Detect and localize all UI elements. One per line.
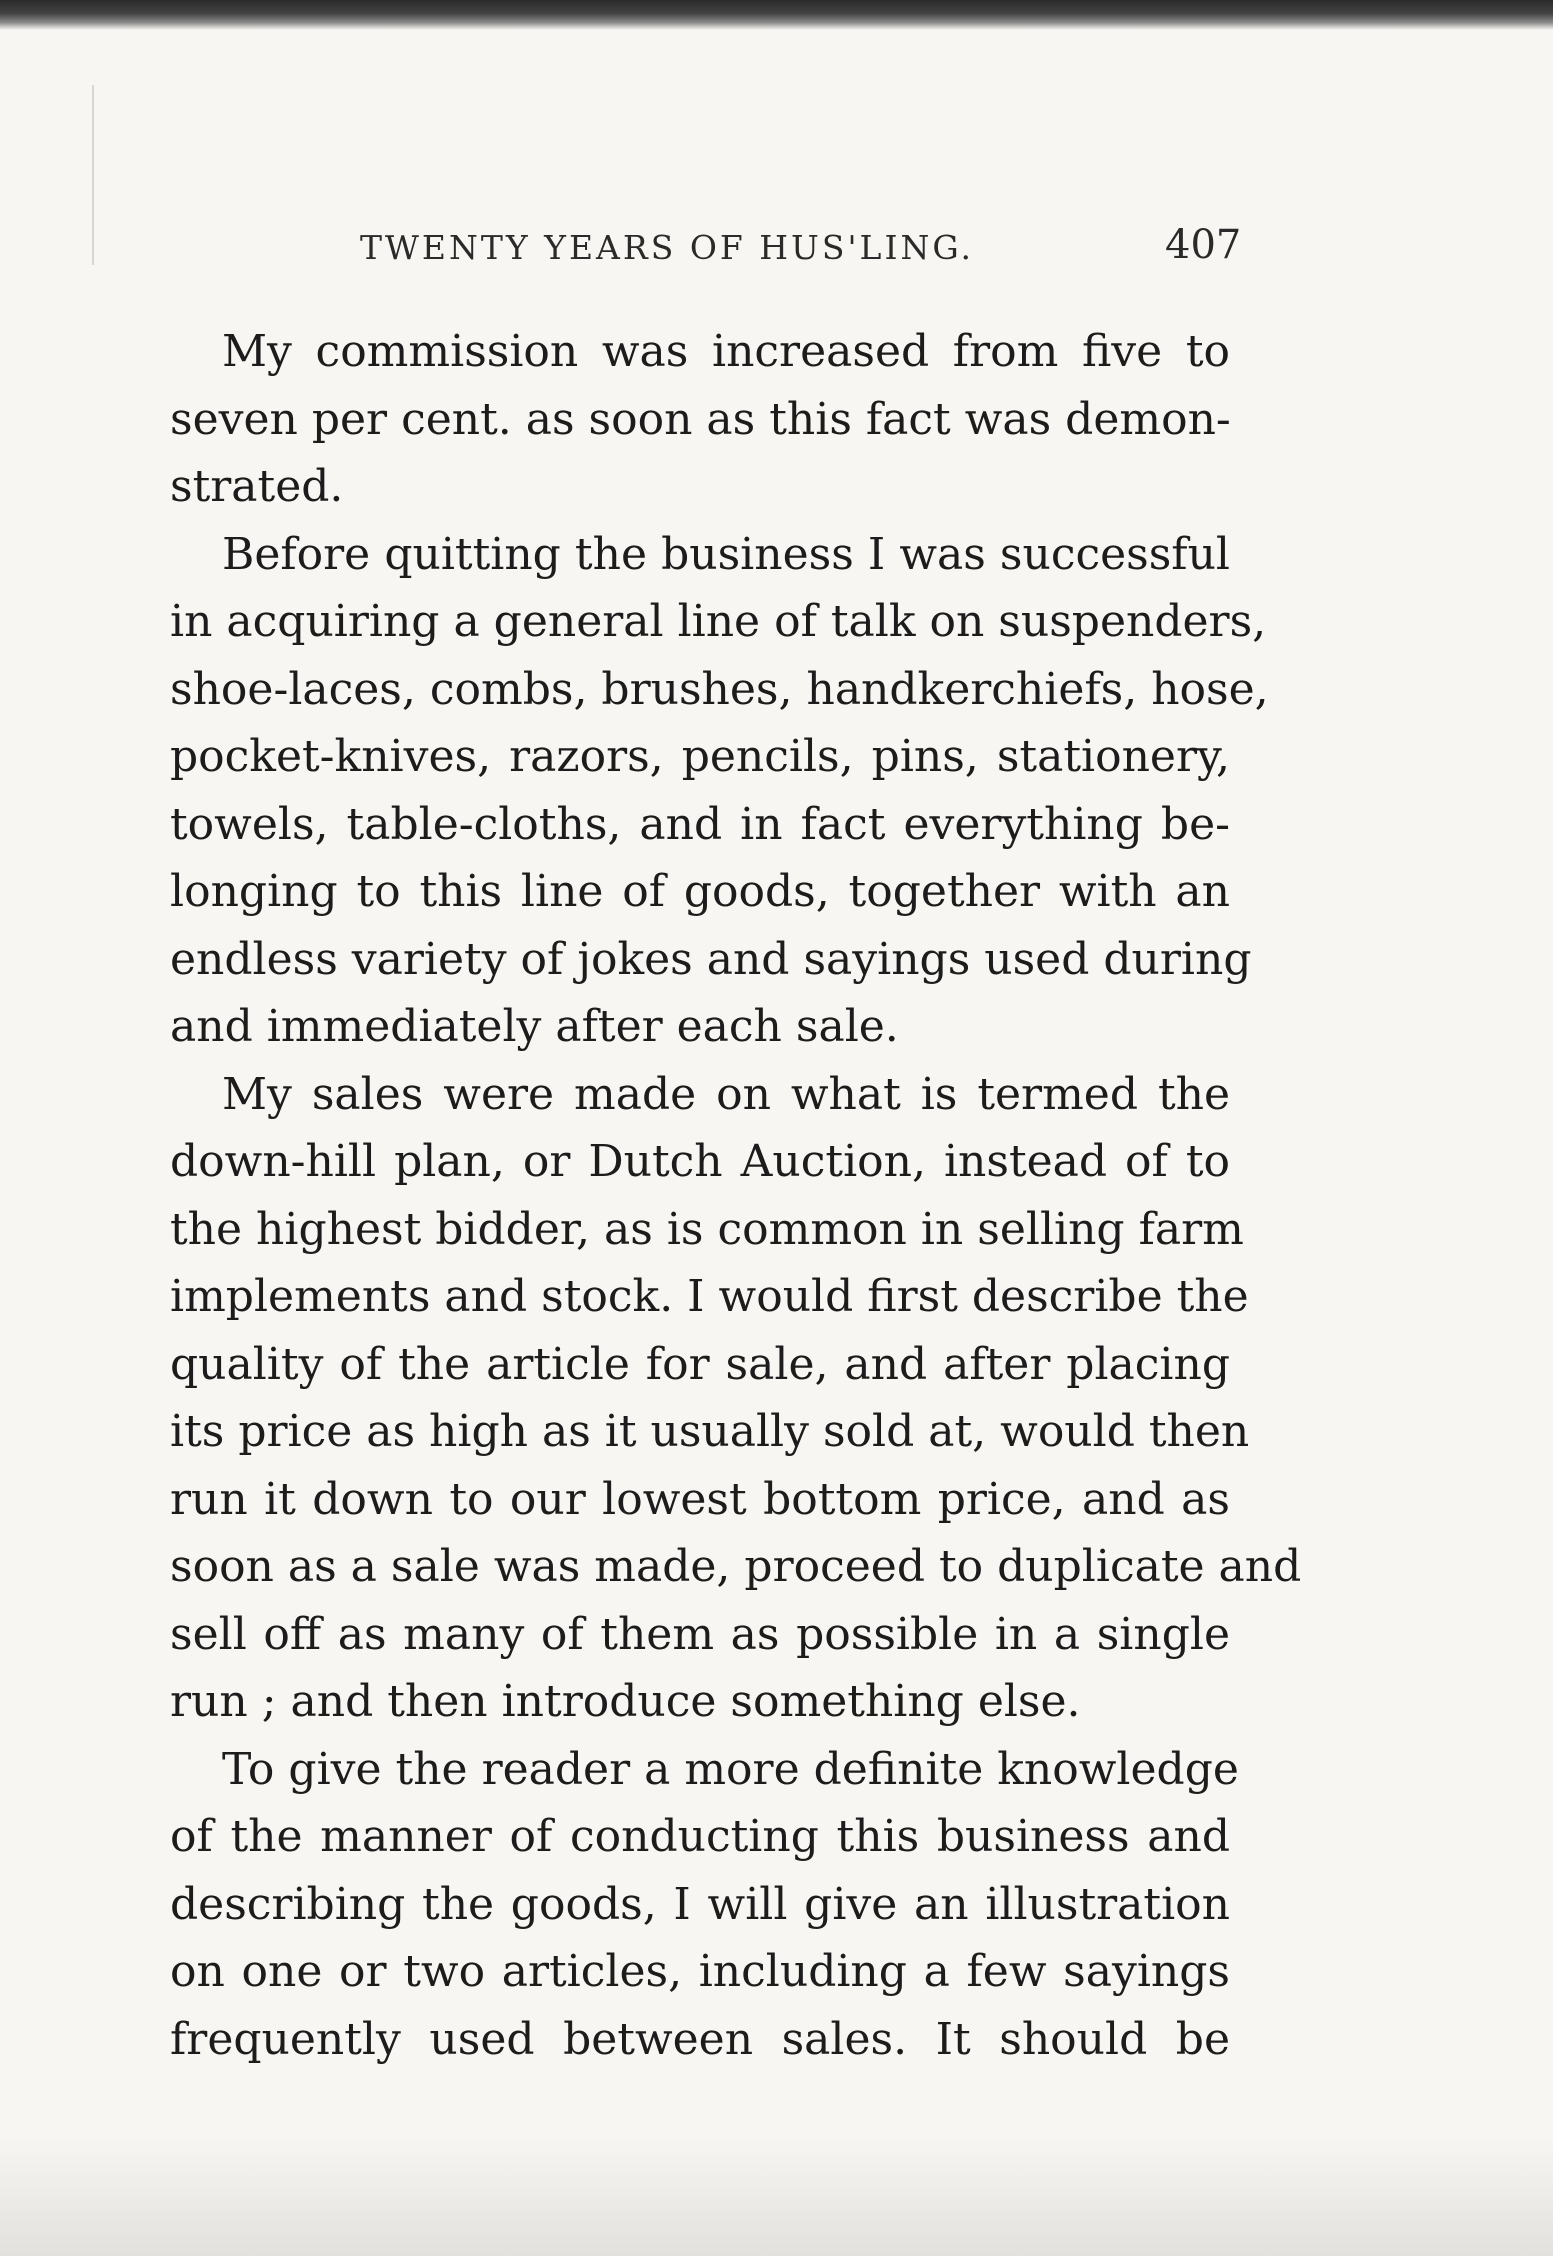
text-line: To give the reader a more definite knowledge [222,1743,1239,1795]
text-line: and immediately after each sale. [170,1001,899,1052]
running-head: TWENTY YEARS OF HUS'LING. [360,228,975,267]
paragraph-1 [170,318,1230,521]
page-number: 407 [1165,222,1242,268]
paragraph-4 [170,1736,1239,2074]
paragraph-2 [170,521,1269,1061]
text-line: run it down to our lowest bottom price, and as [170,1473,1230,1525]
text-line: implements and stock. I would first describe the [170,1271,1249,1322]
text-line: the highest bidder, as is common in selling farm [170,1203,1244,1255]
text-line: quality of the article for sale, and after placing [170,1338,1230,1390]
text-line: of the manner of conducting this business and [170,1811,1230,1862]
text-line: down-hill plan, or Dutch Auction, instead of to [170,1136,1230,1187]
text-line: in acquiring a general line of talk on suspenders, [170,596,1267,647]
page-top-edge [0,0,1553,30]
text-line: on one or two articles, including a few sayings [170,1946,1230,1997]
scan-margin-mark [92,85,94,265]
text-line: shoe-laces, combs, brushes, handkerchiefs, hose, [170,663,1269,715]
text-line: Before quitting the business I was successful [222,528,1230,580]
text-line: frequently used between sales. It should be [170,2013,1230,2065]
text-line: longing to this line of goods, together with an [170,866,1230,917]
text-line: soon as a sale was made, proceed to duplicate and [170,1541,1302,1592]
text-line: run ; and then introduce something else. [170,1676,1081,1727]
paragraph-3 [170,1061,1302,1736]
text-line: endless variety of jokes and sayings used during [170,933,1252,985]
text-line: sell off as many of them as possible in a single [170,1608,1230,1660]
text-line: My commission was increased from five to [222,326,1230,377]
text-line: its price as high as it usually sold at, would then [170,1406,1250,1457]
text-line: pocket-knives, razors, pencils, pins, stationery, [170,731,1230,782]
body-text [170,318,1302,2073]
text-line: describing the goods, I will give an illustration [170,1878,1230,1930]
text-line: seven per cent. as soon as this fact was demon- [170,393,1231,445]
text-line: towels, table-cloths, and in fact everything be- [170,798,1230,850]
text-line: strated. [170,461,344,512]
scan-bottom-shadow [0,2136,1553,2256]
text-line: My sales were made on what is termed the [222,1068,1230,1120]
